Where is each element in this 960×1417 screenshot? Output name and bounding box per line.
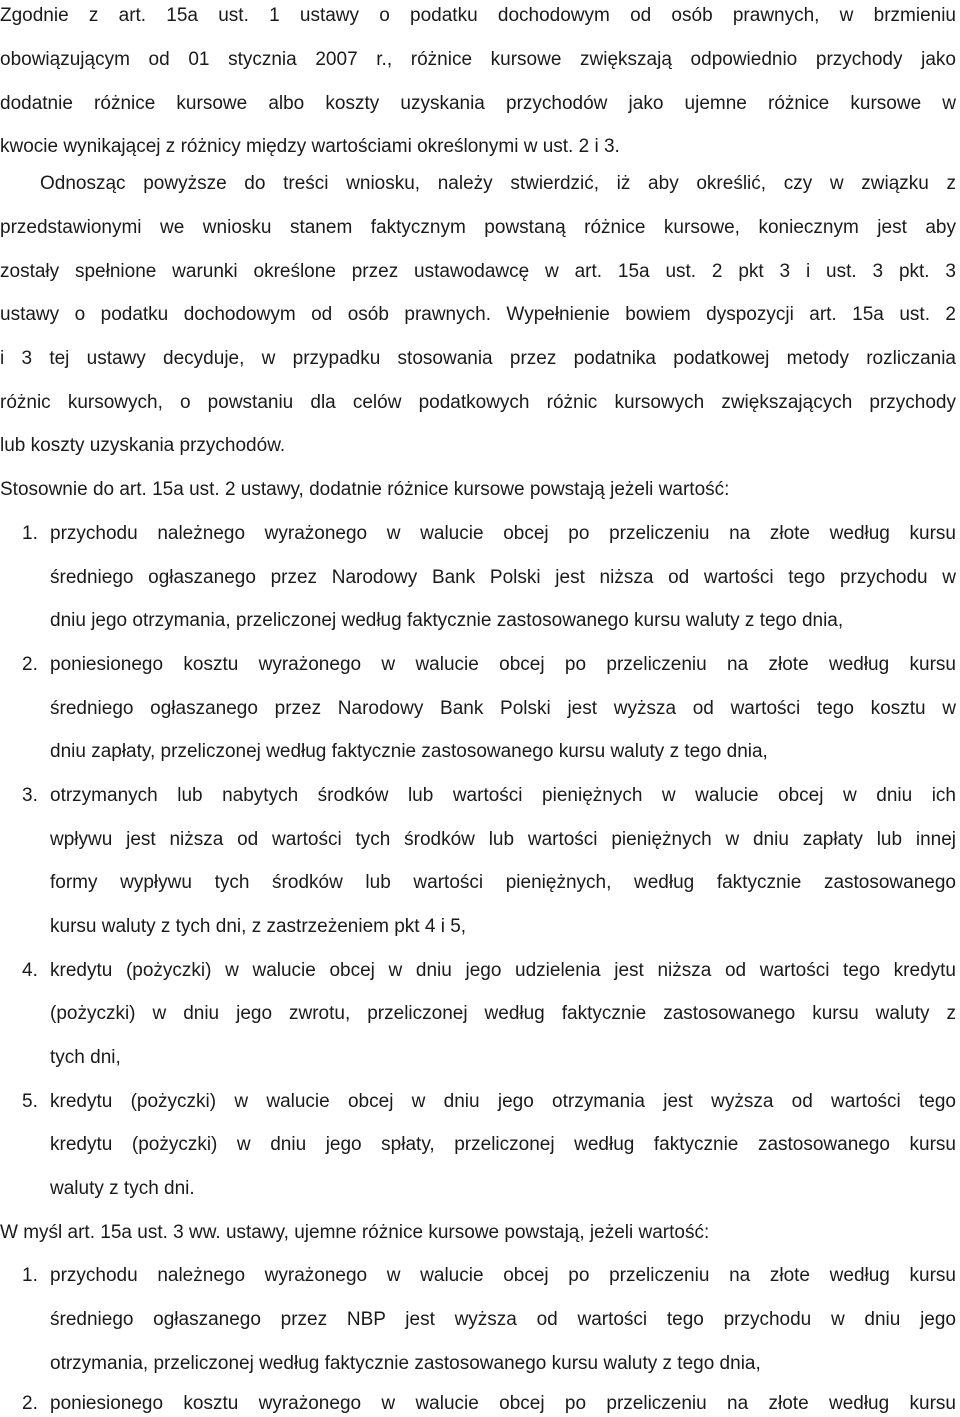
- text-line: obowiązującym od 01 stycznia 2007 r., różnice kursowe zwiększają odpowiednio przychody jako: [0, 49, 956, 70]
- list-item-number: 1.: [22, 523, 38, 544]
- text-line: poniesionego kosztu wyrażonego w walucie obcej po przeliczeniu na złote według kursu: [50, 1393, 956, 1414]
- text-line: i 3 tej ustawy decyduje, w przypadku stosowania przez podatnika podatkowej metody rozliczania: [0, 348, 956, 369]
- intro-negative-differences: W myśl art. 15a ust. 3 ww. ustawy, ujemne różnice kursowe powstają, jeżeli wartość:: [0, 1222, 710, 1243]
- text-line: kredytu (pożyczki) w walucie obcej w dniu jego otrzymania jest wyższa od wartości tego: [50, 1091, 956, 1112]
- text-line: średniego ogłaszanego przez Narodowy Bank Polski jest wyższa od wartości tego kosztu w: [50, 698, 956, 719]
- text-line: lub koszty uzyskania przychodów.: [0, 435, 286, 456]
- text-line: otrzymania, przeliczonej według faktycznie zastosowanego kursu waluty z tego dnia,: [50, 1353, 761, 1374]
- text-line: tych dni,: [50, 1047, 121, 1068]
- text-line: kredytu (pożyczki) w walucie obcej w dniu jego udzielenia jest niższa od wartości tego kredytu: [50, 960, 956, 981]
- list-item-number: 3.: [22, 785, 38, 806]
- text-line: otrzymanych lub nabytych środków lub wartości pieniężnych w walucie obcej w dniu ich: [50, 785, 956, 806]
- text-line: zostały spełnione warunki określone przez ustawodawcę w art. 15a ust. 2 pkt 3 i ust. 3 pkt. 3: [0, 261, 956, 282]
- list-item-number: 5.: [22, 1091, 38, 1112]
- text-line: przychodu należnego wyrażonego w walucie obcej po przeliczeniu na złote według kursu: [50, 1265, 956, 1286]
- list-item-number: 1.: [22, 1265, 38, 1286]
- text-line: dodatnie różnice kursowe albo koszty uzyskania przychodów jako ujemne różnice kursowe w: [0, 93, 956, 114]
- text-line: średniego ogłaszanego przez Narodowy Bank Polski jest niższa od wartości tego przychodu w: [50, 567, 956, 588]
- text-line: kwocie wynikającej z różnicy między wartościami określonymi w ust. 2 i 3.: [0, 136, 620, 157]
- text-line: przedstawionymi we wniosku stanem faktycznym powstaną różnice kursowe, koniecznym jest aby: [0, 217, 956, 238]
- text-line: wpływu jest niższa od wartości tych środków lub wartości pieniężnych w dniu zapłaty lub innej: [50, 829, 956, 850]
- text-line: poniesionego kosztu wyrażonego w walucie obcej po przeliczeniu na złote według kursu: [50, 654, 956, 675]
- list-item-number: 4.: [22, 960, 38, 981]
- text-line: różnic kursowych, o powstaniu dla celów podatkowych różnic kursowych zwiększających przychody: [0, 392, 956, 413]
- text-line: waluty z tych dni.: [50, 1178, 195, 1199]
- text-line: ustawy o podatku dochodowym od osób prawnych. Wypełnienie bowiem dyspozycji art. 15a ust. 2: [0, 304, 956, 325]
- text-line: kursu waluty z tych dni, z zastrzeżeniem pkt 4 i 5,: [50, 916, 467, 937]
- text-line: Zgodnie z art. 15a ust. 1 ustawy o podatku dochodowym od osób prawnych, w brzmieniu: [0, 5, 956, 26]
- list-item-number: 2.: [22, 1393, 38, 1414]
- text-line: formy wypływu tych środków lub wartości pieniężnych, według faktycznie zastosowanego: [50, 872, 956, 893]
- text-line: kredytu (pożyczki) w dniu jego spłaty, przeliczonej według faktycznie zastosowanego kursu: [50, 1134, 956, 1155]
- text-line: średniego ogłaszanego przez NBP jest wyższa od wartości tego przychodu w dniu jego: [50, 1309, 956, 1330]
- list-item-number: 2.: [22, 654, 38, 675]
- text-line: dniu zapłaty, przeliczonej według faktycznie zastosowanego kursu waluty z tego dnia,: [50, 741, 768, 762]
- text-line: (pożyczki) w dniu jego zwrotu, przeliczonej według faktycznie zastosowanego kursu waluty z: [50, 1003, 956, 1024]
- text-line: przychodu należnego wyrażonego w walucie obcej po przeliczeniu na złote według kursu: [50, 523, 956, 544]
- intro-positive-differences: Stosownie do art. 15a ust. 2 ustawy, dodatnie różnice kursowe powstają jeżeli wartość:: [0, 479, 730, 500]
- text-line: dniu jego otrzymania, przeliczonej według faktycznie zastosowanego kursu waluty z tego dnia,: [50, 610, 844, 631]
- text-line: Odnosząc powyższe do treści wniosku, należy stwierdzić, iż aby określić, czy w związku z: [40, 173, 956, 194]
